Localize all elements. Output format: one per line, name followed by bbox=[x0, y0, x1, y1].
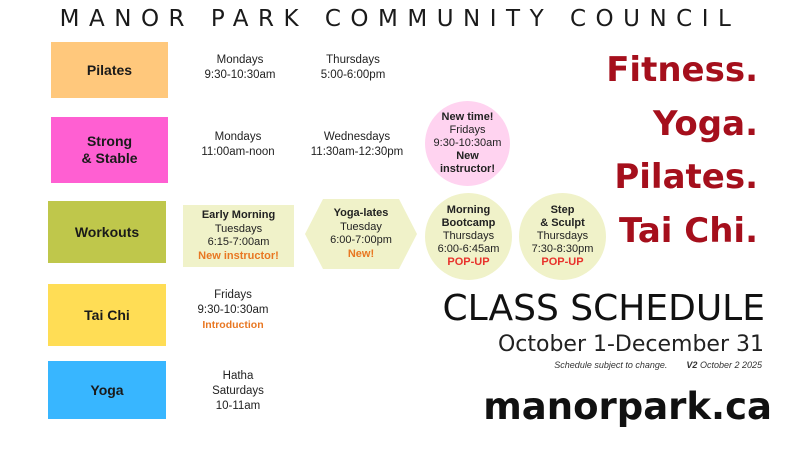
workout-title: Morning bbox=[446, 204, 491, 216]
bubble-line: Fridays bbox=[449, 124, 486, 136]
class-box-yoga bbox=[48, 361, 166, 419]
session-day: Thursdays bbox=[326, 54, 380, 66]
session-day: Mondays bbox=[214, 131, 262, 143]
workout-note: POP-UP bbox=[541, 256, 584, 268]
class-box-workouts bbox=[48, 201, 166, 263]
strong-session-2 bbox=[302, 130, 412, 160]
strong-session-1 bbox=[188, 130, 288, 160]
page-header: MANOR PARK COMMUNITY COUNCIL bbox=[59, 6, 741, 32]
workout-note: New instructor! bbox=[198, 249, 279, 262]
session-time: 11:30am-12:30pm bbox=[310, 146, 404, 158]
bubble-line: instructor! bbox=[440, 163, 495, 175]
workout-day: Tuesday bbox=[340, 220, 382, 233]
workout-time: 6:15-7:00am bbox=[207, 236, 270, 248]
workout-note: New! bbox=[347, 247, 375, 260]
schedule-dates: October 1-December 31 bbox=[497, 332, 764, 357]
class-label: Tai Chi bbox=[84, 306, 130, 323]
workout-title: Bootcamp bbox=[441, 217, 496, 229]
bubble-line: 9:30-10:30am bbox=[433, 137, 502, 149]
class-label: Yoga bbox=[90, 381, 124, 398]
session-time: 10-11am bbox=[215, 400, 261, 412]
tagline-tai-chi: Tai Chi. bbox=[619, 211, 758, 251]
tagline-fitness: Fitness. bbox=[606, 50, 758, 90]
tai-chi-session bbox=[183, 288, 283, 333]
session-time: 5:00-6:00pm bbox=[320, 69, 386, 81]
version-date: October 2 2025 bbox=[699, 360, 762, 370]
session-day: Saturdays bbox=[212, 385, 264, 397]
workout-day: Tuesdays bbox=[214, 222, 263, 235]
workout-title: Step bbox=[550, 204, 575, 216]
version-label: V2 bbox=[686, 360, 698, 370]
schedule-change-note: Schedule subject to change. bbox=[554, 360, 668, 370]
workout-time: 6:00-6:45am bbox=[437, 243, 500, 255]
schedule-title: CLASS SCHEDULE bbox=[442, 288, 765, 329]
strong-new-time-bubble bbox=[425, 101, 510, 186]
class-box-tai-chi bbox=[48, 284, 166, 346]
tagline-pilates: Pilates. bbox=[614, 157, 758, 197]
pilates-session-1 bbox=[190, 53, 290, 83]
session-time: 11:00am-noon bbox=[201, 146, 275, 158]
website-link[interactable]: manorpark.ca bbox=[483, 385, 772, 428]
workout-time: 7:30-8:30pm bbox=[531, 243, 594, 255]
workout-morning-bootcamp bbox=[425, 193, 512, 280]
workout-early-morning bbox=[183, 205, 294, 267]
workout-note: POP-UP bbox=[447, 256, 490, 268]
class-box-strong-stable bbox=[51, 117, 168, 183]
session-style: Hatha bbox=[222, 370, 254, 382]
tagline-yoga: Yoga. bbox=[652, 104, 758, 144]
bubble-line: New time! bbox=[441, 111, 494, 123]
workout-title: Yoga-lates bbox=[333, 207, 389, 219]
session-note: Introduction bbox=[202, 319, 264, 331]
workout-day: Thursdays bbox=[442, 230, 495, 242]
workout-title: Early Morning bbox=[201, 209, 276, 221]
schedule-note-row bbox=[440, 360, 762, 370]
pilates-session-2 bbox=[303, 53, 403, 83]
class-label: Pilates bbox=[86, 61, 133, 78]
session-time: 9:30-10:30am bbox=[197, 304, 269, 316]
workout-title: & Sculpt bbox=[540, 217, 585, 229]
class-label-line1: Strong & Stable bbox=[81, 133, 138, 166]
bubble-line: New bbox=[456, 150, 479, 162]
session-time: 9:30-10:30am bbox=[204, 69, 276, 81]
class-label: Workouts bbox=[74, 223, 140, 240]
session-day: Wednesdays bbox=[323, 131, 391, 143]
session-day: Mondays bbox=[216, 54, 264, 66]
workout-time: 6:00-7:00pm bbox=[330, 234, 392, 246]
workout-step-sculpt bbox=[519, 193, 606, 280]
class-box-pilates bbox=[51, 42, 168, 98]
session-day: Fridays bbox=[214, 289, 252, 301]
workout-day: Thursdays bbox=[536, 230, 589, 242]
yoga-session bbox=[188, 369, 288, 414]
workout-yoga-lates bbox=[305, 199, 417, 269]
